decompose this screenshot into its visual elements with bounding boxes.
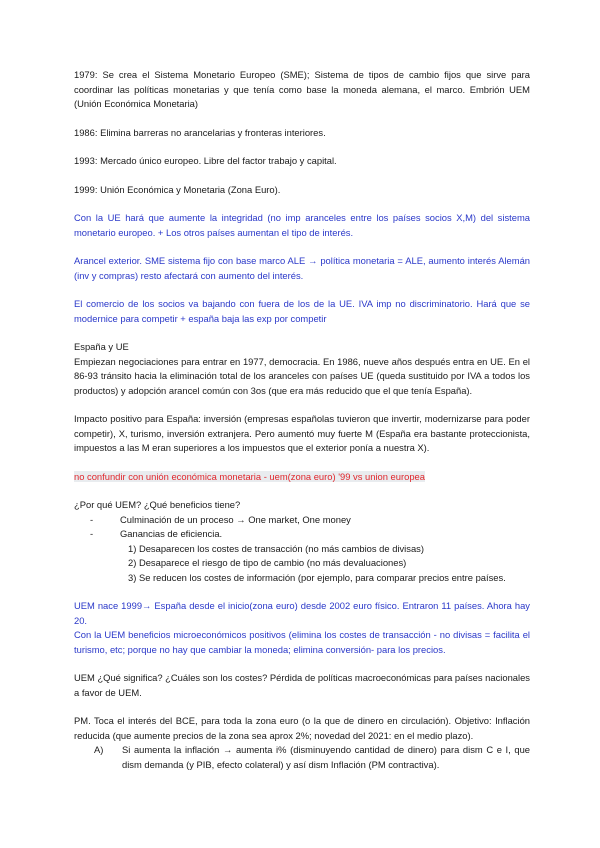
note-arancel: Arancel exterior. SME sistema fijo con base marco ALE → política monetaria = ALE, aumento interés Alemán (inv y compras) resto afectará con aumento del interés. [74,255,530,281]
why-bullets [74,513,530,542]
paragraph-1986: 1986: Elimina barreras no arancelarias y fronteras interiores. [74,126,326,138]
list-item: - Ganancias de eficiencia. [90,528,223,539]
paragraph-espana-ue: Empiezan negociaciones para entrar en 1977, democracia. En 1986, nueve años después entra en UE. En el 86-93 tránsito hacia la eliminación total de los aranceles con países UE (queda sustituido por IVA a todos los productos) y adopción arancel común con 3os (que era más reducido que el que tenía España). [74,355,530,396]
sub-item: 2) Desaparece el riesgo de tipo de cambio (no más devaluaciones) [128,557,407,568]
note-uem-beneficios: Con la UEM beneficios microeconómicos positivos (elimina los costes de transacción - no divisas = facilita el turismo, etc; porque no hay que cambiar la moneda; elimina conversión- para los precios. [74,629,530,655]
paragraph-uem-costes: UEM ¿Qué significa? ¿Cuáles son los costes? Pérdida de políticas macroeconómicas para países nacionales a favor de UEM. [74,672,530,698]
note-comercio: El comercio de los socios va bajando con fuera de los de la UE. IVA imp no discriminatorio. Hará que se modernice para competir + españa baja las exp por competir [74,298,530,324]
sub-item: 3) Se reducen los costes de información (por ejemplo, para comparar precios entre países. [128,571,506,583]
note-uem-1999: UEM nace 1999→ España desde el inicio(zona euro) desde 2002 euro físico. Entraron 11 países. Ahora hay 20. [74,600,530,626]
document-page [74,68,530,772]
red-highlight-text: no confundir con unión económica monetaria - uem(zona euro) '99 vs union europea [74,470,425,482]
item-text: Si aumenta la inflación → aumenta i% (disminuyendo cantidad de dinero) para dism C e I, que dism demanda (y PIB, efecto colateral) y así dism Inflación (PM contractiva). [122,744,530,770]
paragraph-1999: 1999: Unión Económica y Monetaria (Zona Euro). [74,183,281,195]
paragraph-pm: PM. Toca el interés del BCE, para toda la zona euro (o la que de dinero en circulación). Objetivo: Inflación reducida (que aumente precios de la zona sea aprox 2%; novedad del 2021: en el medio plazo). [74,715,530,741]
note-red-warning [74,470,530,485]
paragraph-1993: 1993: Mercado único europeo. Libre del factor trabajo y capital. [74,155,337,166]
note-integration: Con la UE hará que aumente la integridad (no imp aranceles entre los países socios X,M) del sistema monetario europeo. + Los otros países aumentan el tipo de interés. [74,212,530,238]
heading-espana-ue: España y UE [74,341,129,352]
paragraph-impacto: Impacto positivo para España: inversión (empresas españolas tuvieron que invertir, modernizarse para poder competir), X, turismo, inversión extranjera. Pero aumentó muy fuerte M (España era bastante proteccionista, impuestos a las M eran superiores a los impuestos que el exterior ponía a nuestra X). [74,413,530,453]
bullet-text: Ganancias de eficiencia. [120,528,223,539]
heading-why-uem: ¿Por qué UEM? ¿Qué beneficios tiene? [74,499,241,510]
list-item: - Culminación de un proceso → One market, One money [90,513,351,525]
item-marker: A) [94,744,104,755]
sub-item: 1) Desaparecen los costes de transacción (no más cambios de divisas) [128,542,424,554]
paragraph-1979: 1979: Se crea el Sistema Monetario Europeo (SME); Sistema de tipos de cambio fijos que sirve para coordinar las políticas monetarias y que tenía como base la moneda alemana, el marco. Embrión UEM (Unión Económica Monetaria) [74,69,530,109]
list-item-a [74,743,530,772]
bullet-text: Culminación de un proceso → One market, One money [120,513,351,525]
